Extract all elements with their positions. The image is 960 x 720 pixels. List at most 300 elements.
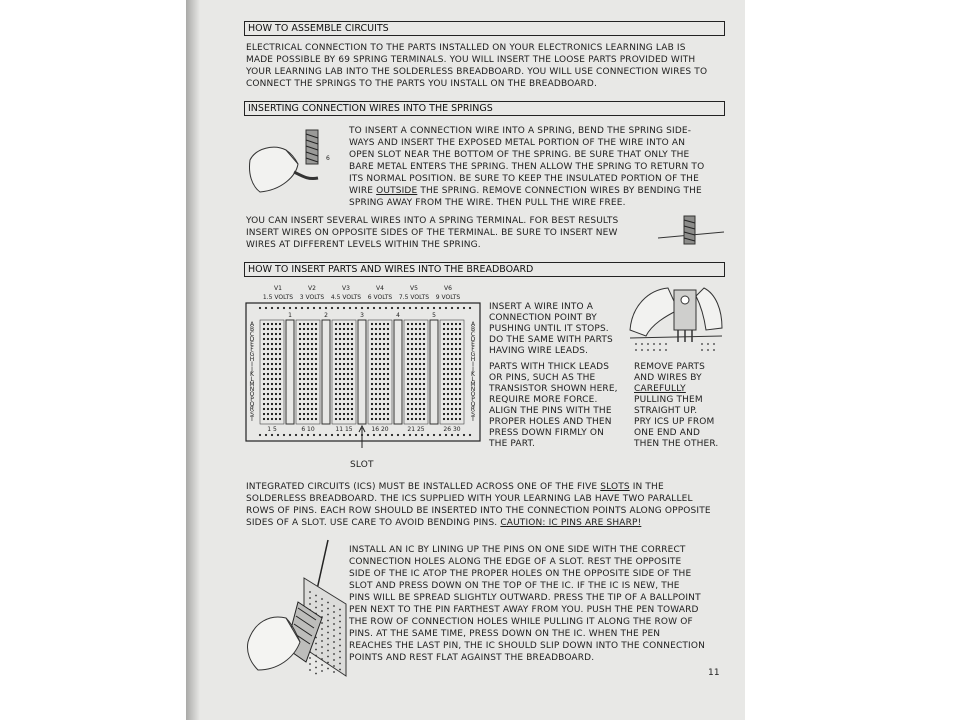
connection-hole bbox=[459, 403, 461, 405]
connection-hole bbox=[455, 358, 457, 360]
connection-hole bbox=[375, 323, 377, 325]
connection-hole bbox=[275, 418, 277, 420]
row-letter: N bbox=[249, 386, 255, 393]
connection-hole bbox=[263, 328, 265, 330]
breadboard-hole bbox=[333, 665, 335, 667]
bus-hole bbox=[439, 307, 441, 309]
breadboard-hole bbox=[327, 644, 329, 646]
connection-hole bbox=[459, 368, 461, 370]
bus-hole bbox=[277, 434, 279, 436]
connection-hole bbox=[339, 403, 341, 405]
connection-hole bbox=[451, 348, 453, 350]
connection-hole bbox=[415, 358, 417, 360]
bus-hole bbox=[409, 307, 411, 309]
connection-hole bbox=[443, 368, 445, 370]
connection-hole bbox=[307, 383, 309, 385]
connection-hole bbox=[459, 323, 461, 325]
connection-hole bbox=[339, 358, 341, 360]
connection-hole bbox=[315, 328, 317, 330]
connection-hole bbox=[407, 393, 409, 395]
connection-hole bbox=[459, 343, 461, 345]
connection-hole bbox=[307, 408, 309, 410]
connection-hole bbox=[263, 353, 265, 355]
connection-hole bbox=[351, 353, 353, 355]
column-label: 6 10 bbox=[301, 426, 315, 433]
connection-hole bbox=[451, 373, 453, 375]
connection-hole bbox=[383, 408, 385, 410]
bus-hole bbox=[307, 307, 309, 309]
row-letter: T bbox=[250, 416, 254, 423]
row-letter: Q bbox=[249, 401, 255, 408]
breadboard-hole bbox=[333, 617, 335, 619]
connection-hole bbox=[415, 398, 417, 400]
breadboard-hole bbox=[327, 632, 329, 634]
connection-hole bbox=[459, 388, 461, 390]
connection-hole bbox=[271, 383, 273, 385]
bus-hole bbox=[469, 307, 471, 309]
connection-hole bbox=[443, 358, 445, 360]
connection-hole bbox=[303, 408, 305, 410]
connection-hole bbox=[311, 328, 313, 330]
connection-hole bbox=[263, 368, 265, 370]
connection-hole bbox=[347, 403, 349, 405]
connection-hole bbox=[347, 373, 349, 375]
connection-hole bbox=[447, 383, 449, 385]
bus-hole bbox=[325, 307, 327, 309]
connection-hole bbox=[315, 363, 317, 365]
connection-hole bbox=[335, 378, 337, 380]
connection-hole bbox=[411, 403, 413, 405]
connection-hole bbox=[423, 358, 425, 360]
breadboard-hole bbox=[315, 661, 317, 663]
breadboard-hole bbox=[339, 663, 341, 665]
connection-hole bbox=[423, 328, 425, 330]
connection-hole bbox=[279, 323, 281, 325]
bus-hole bbox=[295, 434, 297, 436]
connection-hole bbox=[447, 378, 449, 380]
connection-hole bbox=[447, 338, 449, 340]
connection-hole bbox=[443, 348, 445, 350]
connection-hole bbox=[307, 418, 309, 420]
bus-hole bbox=[283, 434, 285, 436]
connection-hole bbox=[339, 408, 341, 410]
row-letter: D bbox=[470, 336, 476, 343]
connection-hole bbox=[383, 323, 385, 325]
connection-hole bbox=[347, 368, 349, 370]
connection-hole bbox=[339, 378, 341, 380]
spring-para-line: OPEN SLOT NEAR THE BOTTOM OF THE SPRING. BE SURE THAT ONLY THE bbox=[349, 150, 690, 160]
bus-hole bbox=[415, 307, 417, 309]
connection-hole bbox=[383, 328, 385, 330]
connection-hole bbox=[407, 353, 409, 355]
insert-text-line: OR PINS, SUCH AS THE bbox=[489, 373, 596, 383]
connection-hole bbox=[387, 418, 389, 420]
connection-hole bbox=[375, 348, 377, 350]
connection-hole bbox=[415, 393, 417, 395]
connection-hole bbox=[343, 338, 345, 340]
connection-hole bbox=[447, 373, 449, 375]
connection-hole bbox=[375, 338, 377, 340]
bus-hole bbox=[337, 307, 339, 309]
breadboard-hole bbox=[339, 669, 341, 671]
breadboard-hole bbox=[327, 650, 329, 652]
connection-hole bbox=[335, 328, 337, 330]
connection-hole bbox=[303, 368, 305, 370]
connection-hole bbox=[307, 373, 309, 375]
connection-hole bbox=[455, 363, 457, 365]
connection-hole bbox=[307, 363, 309, 365]
connection-hole bbox=[307, 403, 309, 405]
insert-text-line: PUSHING UNTIL IT STOPS. bbox=[489, 324, 609, 334]
connection-hole bbox=[411, 408, 413, 410]
connection-hole bbox=[311, 343, 313, 345]
connection-hole bbox=[307, 343, 309, 345]
bus-hole bbox=[265, 307, 267, 309]
connection-hole bbox=[419, 353, 421, 355]
breadboard-hole bbox=[309, 597, 311, 599]
connection-hole bbox=[447, 408, 449, 410]
connection-hole bbox=[339, 413, 341, 415]
connection-hole bbox=[371, 403, 373, 405]
bus-hole bbox=[289, 307, 291, 309]
text-run: INTEGRATED CIRCUITS (ICS) MUST BE INSTALLED ACROSS ONE OF THE FIVE bbox=[246, 482, 601, 492]
connection-hole bbox=[271, 348, 273, 350]
connection-hole bbox=[379, 373, 381, 375]
bus-hole bbox=[307, 434, 309, 436]
bus-hole bbox=[457, 434, 459, 436]
connection-hole bbox=[279, 388, 281, 390]
connection-hole bbox=[311, 348, 313, 350]
connection-hole bbox=[343, 373, 345, 375]
connection-hole bbox=[419, 408, 421, 410]
bus-hole bbox=[391, 307, 393, 309]
connection-hole bbox=[419, 343, 421, 345]
connection-hole bbox=[307, 368, 309, 370]
connection-hole bbox=[371, 328, 373, 330]
row-letter: Q bbox=[470, 401, 476, 408]
connection-hole bbox=[339, 338, 341, 340]
connection-hole bbox=[271, 333, 273, 335]
connection-hole bbox=[411, 333, 413, 335]
connection-hole bbox=[407, 373, 409, 375]
connection-hole bbox=[263, 403, 265, 405]
connection-hole bbox=[303, 358, 305, 360]
slot-label: SLOT bbox=[350, 460, 374, 470]
bus-hole bbox=[379, 434, 381, 436]
slot-number: 5 bbox=[432, 312, 436, 319]
connection-hole bbox=[343, 368, 345, 370]
row-letter: T bbox=[471, 416, 475, 423]
heading-inserting-wires: INSERTING CONNECTION WIRES INTO THE SPRINGS bbox=[244, 101, 725, 116]
connection-hole bbox=[271, 373, 273, 375]
manual-page bbox=[186, 0, 745, 720]
connection-hole bbox=[411, 398, 413, 400]
connection-hole bbox=[383, 383, 385, 385]
connection-hole bbox=[407, 338, 409, 340]
connection-hole bbox=[375, 383, 377, 385]
connection-hole bbox=[339, 333, 341, 335]
connection-hole bbox=[371, 398, 373, 400]
connection-hole bbox=[383, 363, 385, 365]
connection-hole bbox=[299, 348, 301, 350]
connection-hole bbox=[347, 378, 349, 380]
connection-hole bbox=[459, 358, 461, 360]
connection-hole bbox=[263, 323, 265, 325]
connection-hole bbox=[351, 413, 353, 415]
connection-hole bbox=[443, 378, 445, 380]
connection-hole bbox=[451, 353, 453, 355]
connection-hole bbox=[347, 408, 349, 410]
connection-hole bbox=[263, 413, 265, 415]
supply-volts: 1.5 VOLTS bbox=[262, 294, 294, 301]
connection-hole bbox=[307, 398, 309, 400]
connection-hole bbox=[371, 368, 373, 370]
connection-hole bbox=[279, 383, 281, 385]
breadboard-hole bbox=[321, 598, 323, 600]
connection-hole bbox=[271, 418, 273, 420]
connection-hole bbox=[371, 388, 373, 390]
connection-hole bbox=[375, 393, 377, 395]
connection-hole bbox=[443, 363, 445, 365]
connection-hole bbox=[451, 333, 453, 335]
remove-text-line: THEN THE OTHER. bbox=[634, 439, 719, 449]
breadboard-hole bbox=[309, 663, 311, 665]
connection-hole bbox=[375, 358, 377, 360]
bus-hole bbox=[319, 307, 321, 309]
connection-hole bbox=[263, 333, 265, 335]
connection-hole bbox=[339, 368, 341, 370]
connection-hole bbox=[387, 398, 389, 400]
breadboard-hole bbox=[327, 638, 329, 640]
connection-hole bbox=[443, 398, 445, 400]
bus-hole bbox=[367, 434, 369, 436]
connection-hole bbox=[343, 398, 345, 400]
connection-hole bbox=[375, 333, 377, 335]
connection-hole bbox=[419, 358, 421, 360]
breadboard-hole bbox=[321, 670, 323, 672]
connection-hole bbox=[311, 413, 313, 415]
connection-hole bbox=[379, 388, 381, 390]
connection-hole bbox=[459, 373, 461, 375]
connection-hole bbox=[371, 348, 373, 350]
connection-hole bbox=[271, 323, 273, 325]
row-letter: S bbox=[250, 411, 254, 418]
connection-hole bbox=[407, 343, 409, 345]
connection-hole bbox=[311, 368, 313, 370]
connection-hole bbox=[335, 323, 337, 325]
bus-hole bbox=[349, 307, 351, 309]
intro-line: ELECTRICAL CONNECTION TO THE PARTS INSTALLED ON YOUR ELECTRONICS LEARNING LAB IS bbox=[246, 43, 686, 53]
connection-hole bbox=[275, 413, 277, 415]
connection-hole bbox=[271, 353, 273, 355]
connection-hole bbox=[271, 413, 273, 415]
connection-hole bbox=[351, 343, 353, 345]
connection-hole bbox=[423, 378, 425, 380]
row-letter: J bbox=[251, 366, 253, 373]
connection-hole bbox=[451, 323, 453, 325]
bus-hole bbox=[319, 434, 321, 436]
connection-hole bbox=[267, 358, 269, 360]
connection-hole bbox=[423, 403, 425, 405]
insert-text-line: INSERT A WIRE INTO A bbox=[489, 302, 594, 312]
connection-hole bbox=[315, 408, 317, 410]
connection-hole bbox=[411, 328, 413, 330]
connection-hole bbox=[407, 408, 409, 410]
connection-hole bbox=[267, 398, 269, 400]
supply-name: V5 bbox=[410, 285, 418, 292]
connection-hole bbox=[415, 338, 417, 340]
connection-hole bbox=[423, 348, 425, 350]
breadboard-hole bbox=[327, 656, 329, 658]
bus-hole bbox=[397, 307, 399, 309]
connection-hole bbox=[455, 413, 457, 415]
breadboard-hole bbox=[315, 673, 317, 675]
ic-install-line: PINS. AT THE SAME TIME, PRESS DOWN ON THE IC. WHEN THE PEN bbox=[349, 629, 661, 639]
connection-hole bbox=[343, 413, 345, 415]
supply-name: V1 bbox=[274, 285, 282, 292]
connection-hole bbox=[335, 358, 337, 360]
connection-hole bbox=[267, 413, 269, 415]
connection-hole bbox=[371, 338, 373, 340]
connection-hole bbox=[343, 323, 345, 325]
connection-hole bbox=[351, 333, 353, 335]
connection-hole bbox=[371, 363, 373, 365]
spring-para-line: WAYS AND INSERT THE EXPOSED METAL PORTION OF THE WIRE INTO AN bbox=[349, 138, 686, 148]
supply-name: V6 bbox=[444, 285, 452, 292]
connection-hole bbox=[423, 353, 425, 355]
connection-hole bbox=[459, 398, 461, 400]
ic-install-line: INSTALL AN IC BY LINING UP THE PINS ON ONE SIDE WITH THE CORRECT bbox=[349, 545, 686, 555]
breadboard-hole bbox=[309, 657, 311, 659]
ic-install-line: SIDE OF THE IC ATOP THE PROPER HOLES ON THE OPPOSITE SIDE OF THE bbox=[349, 569, 692, 579]
bus-hole bbox=[451, 434, 453, 436]
bus-hole bbox=[325, 434, 327, 436]
breadboard-hole bbox=[339, 609, 341, 611]
connection-hole bbox=[383, 373, 385, 375]
ic-install-line: SLOT AND PRESS DOWN ON THE TOP OF THE IC. IF THE IC IS NEW, THE bbox=[349, 581, 680, 591]
connection-hole bbox=[279, 348, 281, 350]
breadboard-hole bbox=[315, 649, 317, 651]
connection-hole bbox=[383, 388, 385, 390]
connection-hole bbox=[387, 333, 389, 335]
connection-hole bbox=[411, 378, 413, 380]
connection-hole bbox=[347, 363, 349, 365]
row-letter: R bbox=[249, 406, 255, 413]
connection-hole bbox=[419, 388, 421, 390]
connection-hole bbox=[415, 418, 417, 420]
row-letter: A bbox=[470, 321, 476, 328]
connection-hole bbox=[387, 353, 389, 355]
connection-hole bbox=[351, 358, 353, 360]
connection-hole bbox=[387, 358, 389, 360]
connection-hole bbox=[423, 408, 425, 410]
connection-hole bbox=[387, 373, 389, 375]
connection-hole bbox=[415, 378, 417, 380]
spring-para-line: TO INSERT A CONNECTION WIRE INTO A SPRING, BEND THE SPRING SIDE- bbox=[349, 126, 692, 136]
connection-hole bbox=[279, 328, 281, 330]
connection-hole bbox=[267, 378, 269, 380]
breadboard-hole bbox=[321, 664, 323, 666]
spring-wire-illustration bbox=[246, 120, 346, 202]
slot-number: 2 bbox=[324, 312, 328, 319]
connection-hole bbox=[419, 338, 421, 340]
bus-hole bbox=[427, 307, 429, 309]
connection-hole bbox=[279, 413, 281, 415]
connection-hole bbox=[351, 363, 353, 365]
row-letter: O bbox=[470, 391, 476, 398]
text-run: WIRE bbox=[349, 186, 377, 196]
heading-breadboard: HOW TO INSERT PARTS AND WIRES INTO THE BREADBOARD bbox=[244, 262, 725, 277]
connection-hole bbox=[315, 403, 317, 405]
transistor-insert-illustration bbox=[626, 280, 726, 360]
connection-hole bbox=[275, 383, 277, 385]
connection-hole bbox=[299, 398, 301, 400]
connection-hole bbox=[423, 373, 425, 375]
insert-text-line: PRESS DOWN FIRMLY ON bbox=[489, 428, 605, 438]
connection-hole bbox=[455, 328, 457, 330]
insert-text-line: REQUIRE MORE FORCE. bbox=[489, 395, 598, 405]
connection-hole bbox=[455, 338, 457, 340]
row-letter: L bbox=[250, 376, 254, 383]
connection-hole bbox=[315, 373, 317, 375]
connection-hole bbox=[371, 323, 373, 325]
ic-install-line: POINTS AND REST FLAT AGAINST THE BREADBOARD. bbox=[349, 653, 595, 663]
connection-hole bbox=[303, 363, 305, 365]
connection-hole bbox=[407, 403, 409, 405]
connection-hole bbox=[275, 333, 277, 335]
bus-hole bbox=[415, 434, 417, 436]
heading-assemble-circuits: HOW TO ASSEMBLE CIRCUITS bbox=[244, 21, 725, 36]
connection-hole bbox=[279, 393, 281, 395]
connection-hole bbox=[375, 408, 377, 410]
connection-hole bbox=[371, 408, 373, 410]
connection-hole bbox=[343, 353, 345, 355]
connection-hole bbox=[267, 393, 269, 395]
connection-hole bbox=[343, 363, 345, 365]
breadboard-hole bbox=[327, 614, 329, 616]
connection-hole bbox=[351, 323, 353, 325]
connection-hole bbox=[271, 398, 273, 400]
row-letter: P bbox=[471, 396, 475, 403]
row-letter: G bbox=[249, 351, 255, 358]
bus-hole bbox=[361, 307, 363, 309]
bus-hole bbox=[397, 434, 399, 436]
connection-hole bbox=[455, 393, 457, 395]
connection-hole bbox=[351, 418, 353, 420]
connection-hole bbox=[455, 373, 457, 375]
connection-hole bbox=[415, 413, 417, 415]
spring-para-line: BARE METAL ENTERS THE SPRING. THEN ALLOW THE SPRING TO RETURN TO bbox=[349, 162, 705, 172]
connection-hole bbox=[299, 343, 301, 345]
breadboard-hole bbox=[333, 629, 335, 631]
breadboard-hole bbox=[327, 608, 329, 610]
connection-hole bbox=[315, 338, 317, 340]
connection-hole bbox=[279, 368, 281, 370]
connection-hole bbox=[411, 348, 413, 350]
insert-text-line: PARTS WITH THICK LEADS bbox=[489, 362, 610, 372]
remove-text-line: AND WIRES BY bbox=[634, 373, 702, 383]
bus-hole bbox=[313, 434, 315, 436]
connection-hole bbox=[347, 418, 349, 420]
connection-hole bbox=[383, 358, 385, 360]
connection-hole bbox=[347, 348, 349, 350]
connection-hole bbox=[271, 343, 273, 345]
connection-hole bbox=[311, 408, 313, 410]
bus-hole bbox=[433, 434, 435, 436]
connection-hole bbox=[267, 388, 269, 390]
row-letter: O bbox=[249, 391, 255, 398]
connection-hole bbox=[303, 383, 305, 385]
